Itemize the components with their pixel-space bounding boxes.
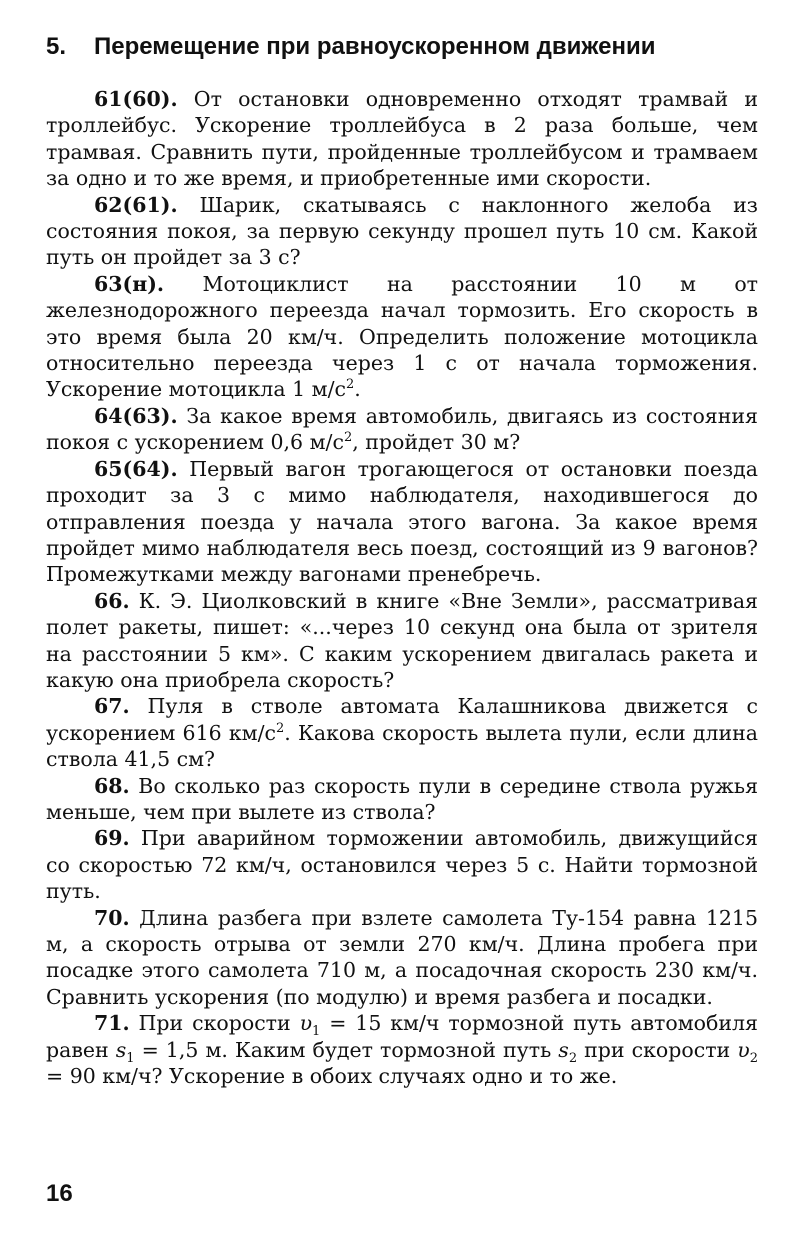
problem-number: 64(63). (94, 403, 178, 428)
problem-number: 65(64). (94, 456, 178, 481)
superscript: 2 (345, 377, 355, 393)
problem-number: 71. (94, 1011, 130, 1036)
problem-text: Длина разбега при взлете самолета Ту-154 равна 1215 м, а скорость отрыва от земли 270 км/ч. Длина пробега при посадке этого самолета 710 м, а посадочная скорость 230 км/ч. Сравнить ускорения (по модулю) и время разбега и посадки. (46, 905, 758, 1009)
subscript: 2 (749, 1050, 758, 1066)
section-heading (46, 30, 758, 64)
problem-text: = 15 км/ч тормозной путь автомобиля равен (46, 1011, 758, 1062)
problem-text: = 1,5 м. Каким будет тормозной путь (134, 1037, 559, 1062)
problem-number: 66. (94, 588, 130, 613)
problem (46, 271, 758, 403)
problem (46, 588, 758, 694)
page-number: 16 (46, 1180, 73, 1207)
problem-text: Мотоциклист на расстоянии 10 м от железнодорожного переезда начал тормозить. Его скорость в это время была 20 км/ч. Определить положение мотоцикла относительно переезда через 1 с от начала торможения. Ускорение мотоцикла 1 м/с (46, 271, 758, 402)
superscript: 2 (276, 720, 285, 736)
velocity-symbol: υ (737, 1037, 750, 1062)
problem (46, 456, 758, 588)
problem-number: 69. (94, 826, 130, 851)
problem-text: Пуля в стволе автомата Калашникова движется с ускорением 616 км/с (46, 694, 758, 745)
problem-number: 61(60). (94, 87, 178, 111)
problem (46, 1010, 758, 1089)
problem (46, 693, 758, 772)
problem-number: 67. (94, 694, 130, 719)
problem-number: 68. (94, 773, 130, 798)
subscript: 2 (568, 1050, 578, 1066)
problem-number: 62(61). (94, 192, 178, 217)
distance-symbol: s (115, 1037, 127, 1062)
problem-text: Первый вагон трогающегося от остановки поезда проходит за 3 с мимо наблюдателя, находившегося до отправления поезда у начала этого вагона. За какое время пройдет мимо наблюдателя весь поезд, состоящий из 9 вагонов? Промежутками между вагонами пренебречь. (46, 456, 758, 587)
problem-text: К. Э. Циолковский в книге «Вне Земли», рассматривая полет ракеты, пишет: «...через 10 секунд она была от зрителя на расстоянии 5 км». С каким ускорением двигалась ракета и какую она приобрела скорость? (46, 588, 758, 692)
problem-text-tail: , пройдет 30 м? (352, 430, 521, 455)
problem (46, 403, 758, 456)
problem (46, 86, 758, 192)
problem-text: Шарик, скатываясь с наклонного желоба из состояния покоя, за первую секунду прошел путь 10 см. Какой путь он пройдет за 3 с? (46, 192, 758, 270)
distance-symbol: s (558, 1037, 569, 1062)
problem-text: = 90 км/ч? Ускорение в обоих случаях одно и то же. (46, 1064, 618, 1089)
problem-text-tail: . (354, 377, 361, 402)
problem (46, 192, 758, 271)
subscript: 1 (126, 1050, 135, 1066)
problem-text: При аварийном торможении автомобиль, движущийся со скоростью 72 км/ч, остановился через 5 с. Найти тормозной путь. (46, 826, 758, 904)
problem-text: От остановки одновременно отходят трамвай и троллейбус. Ускорение троллейбуса в 2 раза больше, чем трамвая. Сравнить пути, пройденные троллейбусом и трамваем за одно и то же время, и приобретенные ими скорости. (46, 87, 758, 191)
problem (46, 773, 758, 826)
problem-text-tail: . Какова скорость вылета пули, если длина ствола 41,5 см? (46, 720, 758, 772)
problem (46, 905, 758, 1011)
problem-text: при скорости (577, 1037, 738, 1062)
textbook-page (46, 30, 758, 1089)
problem-number: 63(н). (94, 271, 165, 296)
problem-text: При скорости (129, 1011, 300, 1036)
problem-number: 70. (94, 905, 130, 930)
superscript: 2 (343, 430, 353, 446)
section-number: 5. (46, 33, 67, 60)
problem-text: Во сколько раз скорость пули в середине ствола ружья меньше, чем при вылете из ствола? (46, 773, 758, 824)
problem-text: За какое время автомобиль, двигаясь из состояния покоя с ускорением 0,6 м/с (46, 403, 758, 455)
velocity-symbol: υ (299, 1011, 313, 1036)
problem-list (46, 86, 758, 1089)
subscript: 1 (312, 1024, 321, 1040)
problem (46, 825, 758, 904)
section-title: Перемещение при равноускоренном движении (94, 33, 656, 60)
